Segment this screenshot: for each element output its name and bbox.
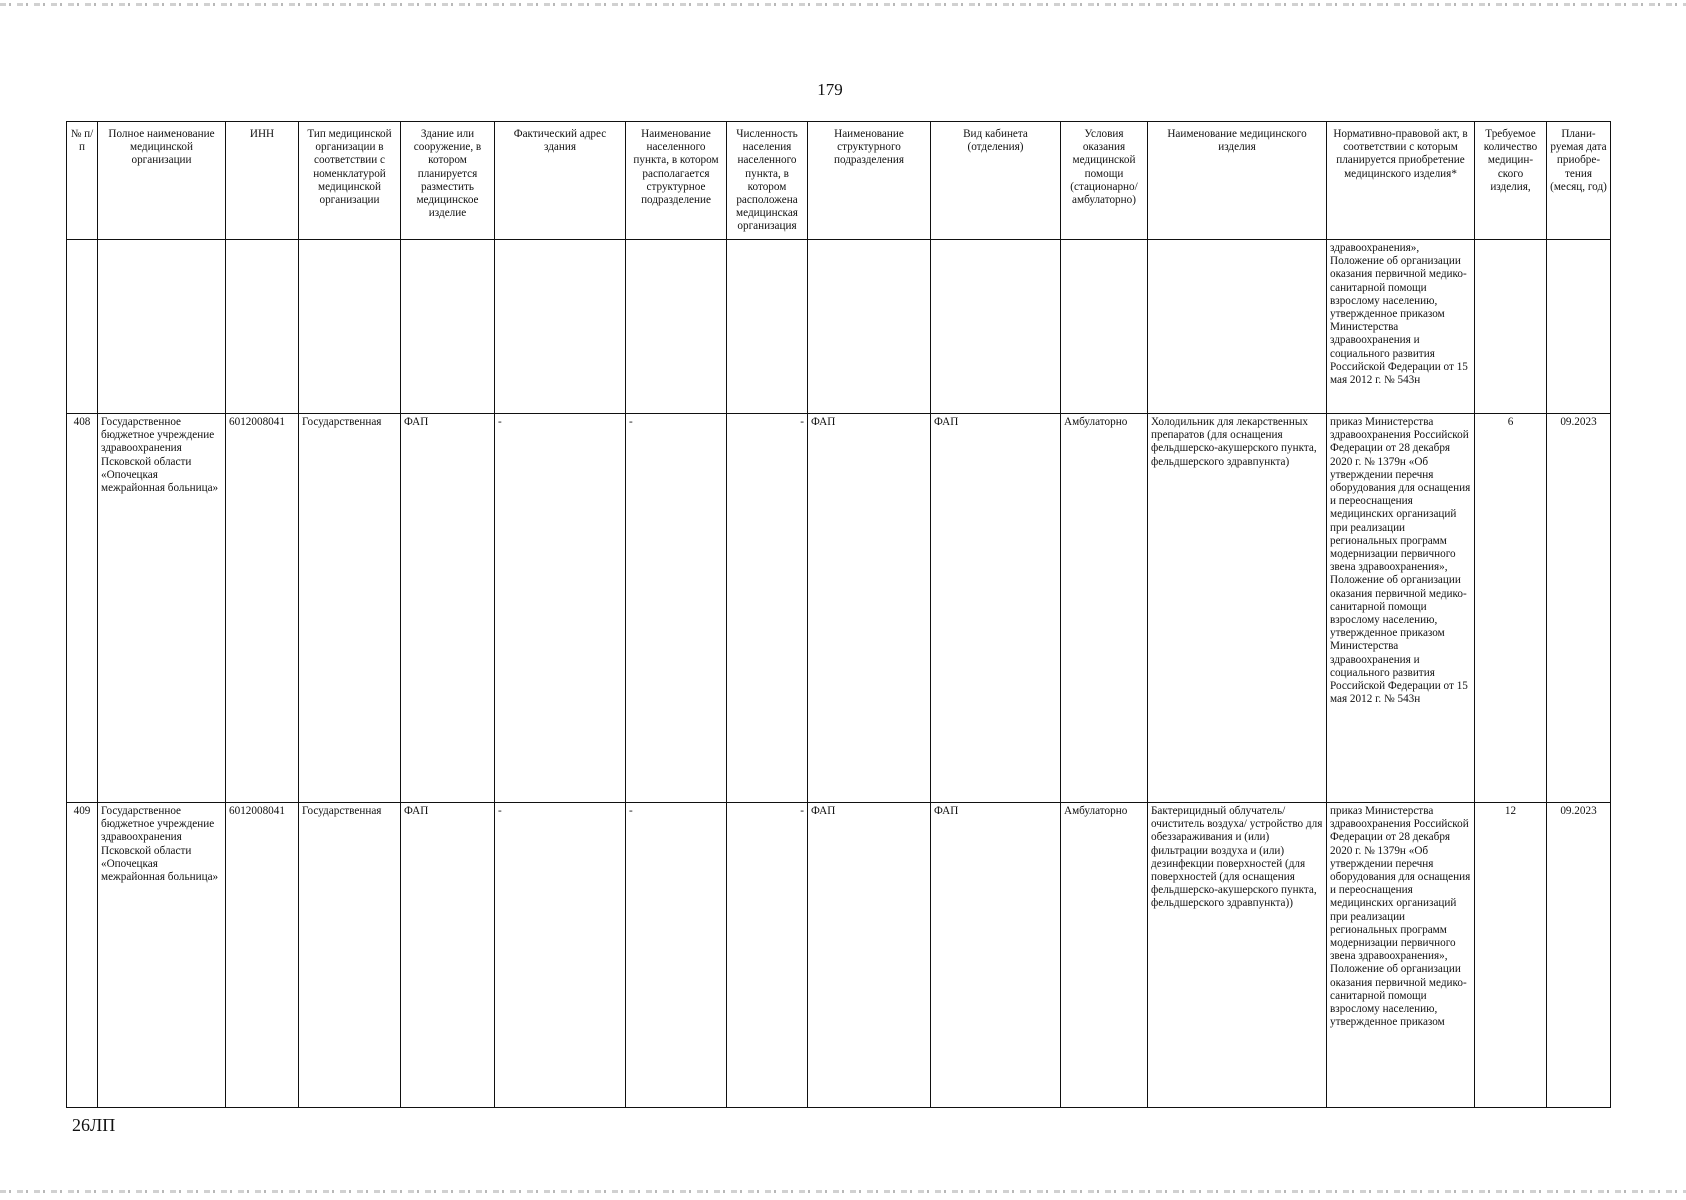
header-cell-device: Наименование медицинского изделия (1148, 122, 1327, 240)
table-cell (626, 240, 727, 414)
table-cell (1475, 240, 1547, 414)
table-cell (1148, 240, 1327, 414)
document-code: 26ЛП (72, 1115, 116, 1135)
table-cell (1547, 240, 1611, 414)
settlement-cell: - (626, 803, 727, 1108)
building-cell: ФАП (401, 414, 495, 803)
row-number-cell: 409 (67, 803, 98, 1108)
table-row (67, 803, 1611, 1108)
settlement-cell: - (626, 414, 727, 803)
quantity-cell: 6 (1475, 414, 1547, 803)
cabinet-cell: ФАП (931, 414, 1061, 803)
header-cell-num: № п/п (67, 122, 98, 240)
scan-edge-bottom (0, 1190, 1686, 1193)
legal-act-cell: приказ Министерства здравоохранения Российской Федерации от 28 декабря 2020 г. № 1379н «Об утверждении перечня оборудования для оснащения и переоснащения медицинских организаций при реализации региональных программ модернизации первичного звена здравоохранения», Положение об организации оказания первичной медико-санитарной помощи взрослому населению, утвержденное приказом (1327, 803, 1475, 1108)
legal-act-cell: приказ Министерства здравоохранения Российской Федерации от 28 декабря 2020 г. № 1379н «Об утверждении перечня оборудования для оснащения и переоснащения медицинских организаций при реализации региональных программ модернизации первичного звена здравоохранения», Положение об организации оказания первичной медико-санитарной помощи взрослому населению, утвержденное приказом Министерства здравоохранения и социального развития Российской Федерации от 15 мая 2012 г. № 543н (1327, 414, 1475, 803)
legal-act-cell: здравоохранения», Положение об организации оказания первичной медико-санитарной помощи взрослому населению, утвержденное приказом Министерства здравоохранения и социального развития Российской Федерации от 15 мая 2012 г. № 543н (1327, 240, 1475, 414)
inn-cell: 6012008041 (226, 414, 299, 803)
conditions-cell: Амбулаторно (1061, 414, 1148, 803)
header-cell-inn: ИНН (226, 122, 299, 240)
table-cell (401, 240, 495, 414)
header-cell-address: Фактический адрес здания (495, 122, 626, 240)
conditions-cell: Амбулаторно (1061, 803, 1148, 1108)
table-header-row (67, 122, 1611, 240)
table-cell (98, 240, 226, 414)
subdivision-cell: ФАП (808, 803, 931, 1108)
org-type-cell: Государственная (299, 803, 401, 1108)
quantity-cell: 12 (1475, 803, 1547, 1108)
header-cell-conditions: Условия оказания медицинской помощи (стационарно/ амбулаторно) (1061, 122, 1148, 240)
cabinet-cell: ФАП (931, 803, 1061, 1108)
table-cell (808, 240, 931, 414)
org-name-cell: Государственное бюджетное учреждение здравоохранения Псковской области «Опочецкая межрайонная больница» (98, 414, 226, 803)
header-cell-population: Численность населения населенного пункта, в котором расположена медицинская организация (727, 122, 808, 240)
org-type-cell: Государственная (299, 414, 401, 803)
header-cell-subdivision: Наименование структурного подразделения (808, 122, 931, 240)
inn-cell: 6012008041 (226, 803, 299, 1108)
table-cell (1061, 240, 1148, 414)
org-name-cell: Государственное бюджетное учреждение здравоохранения Псковской области «Опочецкая межрайонная больница» (98, 803, 226, 1108)
population-cell: - (727, 414, 808, 803)
building-cell: ФАП (401, 803, 495, 1108)
table-cell (495, 240, 626, 414)
table-row (67, 414, 1611, 803)
address-cell: - (495, 414, 626, 803)
scan-edge-top (0, 3, 1686, 6)
planned-date-cell: 09.2023 (1547, 803, 1611, 1108)
header-cell-date: Плани-руемая дата приобре-тения (месяц, год) (1547, 122, 1611, 240)
subdivision-cell: ФАП (808, 414, 931, 803)
device-name-cell: Холодильник для лекарственных препаратов (для оснащения фельдшерско-акушерского пункта, фельдшерского здравпункта) (1148, 414, 1327, 803)
table-cell (67, 240, 98, 414)
header-cell-settlement: Наименование населенного пункта, в котором располагается структурное подразделение (626, 122, 727, 240)
planned-date-cell: 09.2023 (1547, 414, 1611, 803)
header-cell-type: Тип медицинской организации в соответствии с номенклатурой медицинской организации (299, 122, 401, 240)
header-cell-cabinet: Вид кабинета (отделения) (931, 122, 1061, 240)
table-cell (226, 240, 299, 414)
address-cell: - (495, 803, 626, 1108)
header-cell-legal: Нормативно-правовой акт, в соответствии с которым планируется приобретение медицинского изделия* (1327, 122, 1475, 240)
table-row-continuation (67, 240, 1611, 414)
row-number-cell: 408 (67, 414, 98, 803)
table-cell (727, 240, 808, 414)
population-cell: - (727, 803, 808, 1108)
device-name-cell: Бактерицидный облучатель/ очиститель воздуха/ устройство для обеззараживания и (или) фильтрации воздуха и (или) дезинфекции поверхностей (для поверхностей (для оснащения фельдшерско-акушерского пункта, фельдшерского здравпункта)) (1148, 803, 1327, 1108)
medical-equipment-table (66, 121, 1611, 1108)
header-cell-org: Полное наименование медицинской организации (98, 122, 226, 240)
header-cell-building: Здание или сооружение, в котором планируется разместить медицинское изделие (401, 122, 495, 240)
table-cell (299, 240, 401, 414)
table-cell (931, 240, 1061, 414)
header-cell-qty: Требуемое количество медицин-ского изделия, (1475, 122, 1547, 240)
page-number: 179 (817, 80, 843, 99)
